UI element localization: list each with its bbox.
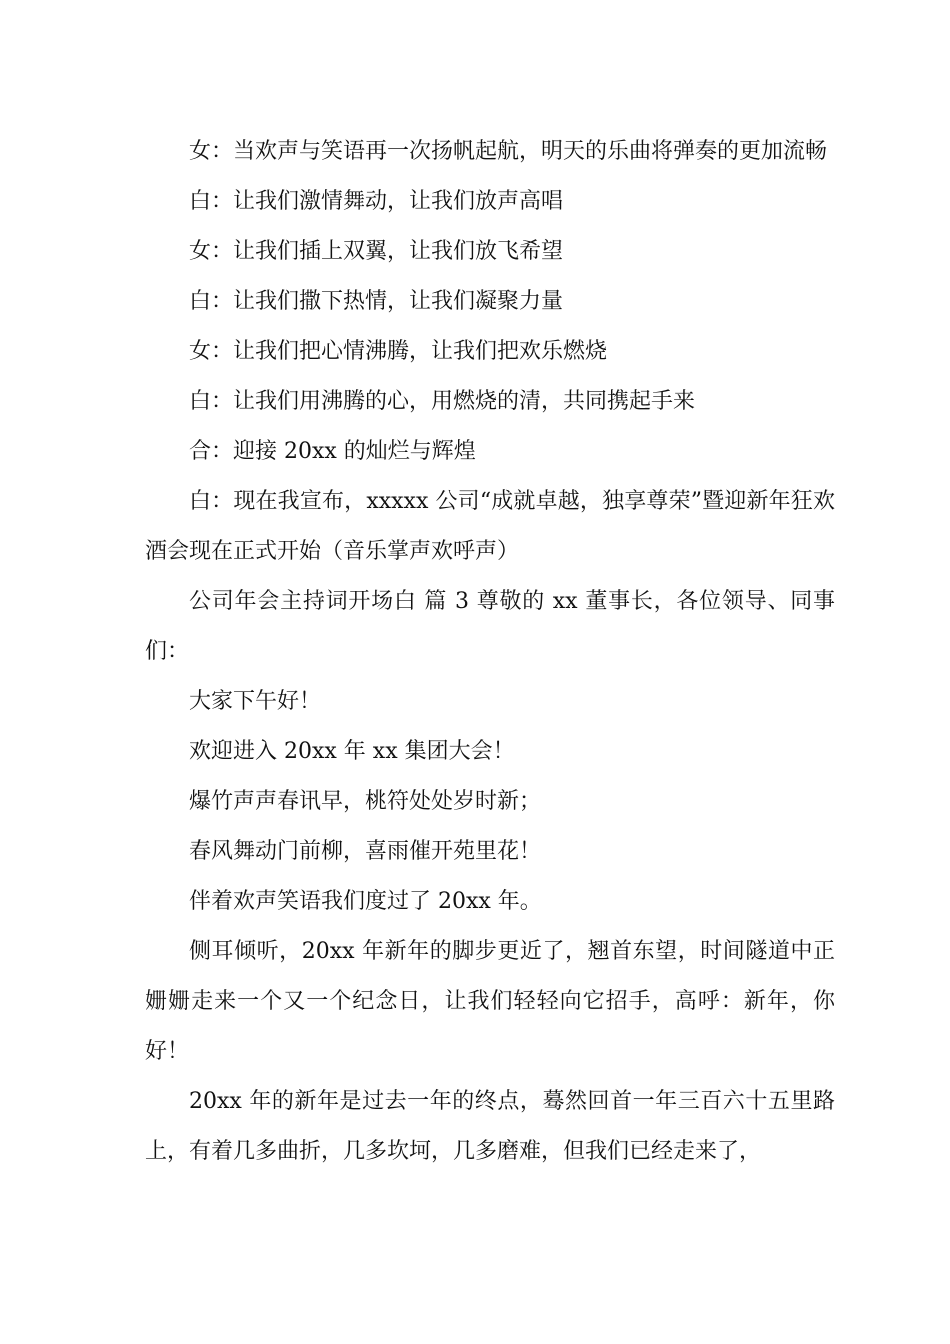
paragraph-1: 女：当欢声与笑语再一次扬帆起航，明天的乐曲将弹奏的更加流畅	[189, 139, 828, 164]
paragraph-8: 白：现在我宣布，xxxxx 公司“成就卓越，独享尊荣”暨迎新年狂欢酒会现在正式开始（音乐掌声欢呼声）	[145, 489, 835, 564]
paragraph-12: 爆竹声声春讯早，桃符处处岁时新；	[189, 789, 542, 814]
document-body	[145, 127, 835, 1177]
paragraph-4: 白：让我们撒下热情，让我们凝聚力量	[189, 289, 564, 314]
paragraph-6: 白：让我们用沸腾的心，用燃烧的清，共同携起手来	[189, 389, 696, 414]
paragraph-11: 欢迎进入 20xx 年 xx 集团大会！	[189, 739, 515, 764]
paragraph-15: 侧耳倾听，20xx 年新年的脚步更近了，翘首东望，时间隧道中正姗姗走来一个又一个纪念日，让我们轻轻向它招手，高呼：新年，你好！	[145, 939, 835, 1064]
paragraph-3: 女：让我们插上双翼，让我们放飞希望	[189, 239, 564, 264]
paragraph-5: 女：让我们把心情沸腾，让我们把欢乐燃烧	[189, 339, 608, 364]
paragraph-16: 20xx 年的新年是过去一年的终点，蓦然回首一年三百六十五里路上，有着几多曲折，几多坎坷，几多磨难，但我们已经走来了，	[145, 1089, 835, 1164]
paragraph-9: 公司年会主持词开场白 篇 3 尊敬的 xx 董事长，各位领导、同事们：	[145, 589, 835, 664]
paragraph-10: 大家下午好！	[189, 689, 322, 714]
paragraph-2: 白：让我们激情舞动，让我们放声高唱	[189, 189, 564, 214]
paragraph-7: 合：迎接 20xx 的灿烂与辉煌	[189, 439, 476, 464]
paragraph-14: 伴着欢声笑语我们度过了 20xx 年。	[189, 889, 542, 914]
paragraph-13: 春风舞动门前柳，喜雨催开苑里花！	[189, 839, 542, 864]
